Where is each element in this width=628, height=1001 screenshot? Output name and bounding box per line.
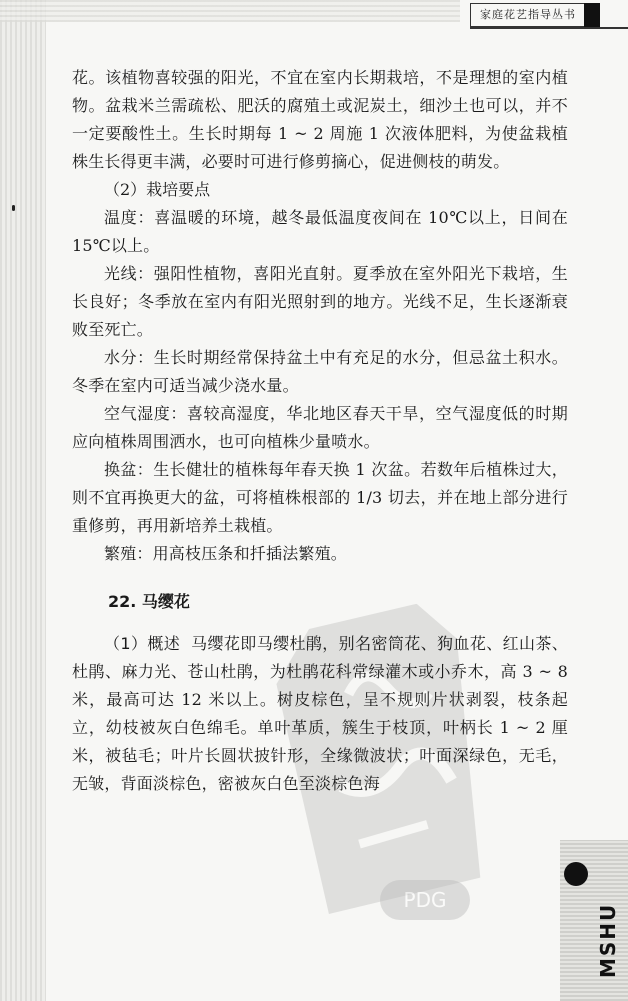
point-text: 强阳性植物，喜阳光直射。夏季放在室外阳光下栽培，生长良好；冬季放在室内有阳光照射到的地方。光线不足，生长逐渐衰败至死亡。 [72,264,568,339]
point-repotting [72,456,568,540]
scan-shadow-left [0,0,46,1001]
point-text: 生长时期经常保持盆土中有充足的水分，但忌盆土积水。冬季在室内可适当减少浇水量。 [72,348,568,395]
point-label: 水分： [104,348,154,367]
side-watermark-text: MSHU [596,902,620,978]
point-text: 用高枝压条和扦插法繁殖。 [152,544,348,563]
overview-text: 马缨花即马缨杜鹃，别名密筒花、狗血花、红山茶、杜鹃、麻力光、苍山杜鹃，为杜鹃花科常绿灌木或小乔木，高 3 ~ 8 米，最高可达 12 米以上。树皮棕色，呈不规则片状剥裂，枝条起立，幼枝被灰白色绵毛。单叶革质，簇生于枝顶，叶柄长 1 ~ 2 厘米，被毡毛；叶片长圆状披针形，全缘微波状；叶面深绿色，无毛，无皱，背面淡棕色，密被灰白色至淡棕色海 [72,634,568,793]
point-text: 喜较高湿度，华北地区春天干旱，空气湿度低的时期应向植株周围洒水，也可向植株少量喷水。 [72,404,568,451]
running-header: 家庭花艺指导丛书 [470,3,585,27]
intro-paragraph: 花。该植物喜较强的阳光，不宜在室内长期栽培，不是理想的室内植物。盆栽米兰需疏松、肥沃的腐殖土或泥炭土，细沙土也可以，并不一定要酸性土。生长时期每 1 ~ 2 周施 1 次液体肥料，为使盆栽植株生长得更丰满，必要时可进行修剪摘心，促进侧枝的萌发。 [72,68,568,171]
overview-label: （1）概述 [104,634,181,653]
point-light [72,260,568,344]
header-block-mark [584,3,600,27]
watermark-badge: PDG [380,880,470,920]
scan-shadow-top [0,0,460,22]
point-temperature [72,204,568,260]
overview-paragraph [72,630,568,798]
point-water [72,344,568,400]
section-title: 22. 马缨花 [108,592,190,611]
point-label: 空气湿度： [104,404,187,423]
subhead-cultivation: （2）栽培要点 [104,180,211,199]
point-propagation [72,540,568,568]
point-label: 换盆： [104,460,154,479]
point-label: 光线： [104,264,154,283]
point-label: 温度： [104,208,155,227]
point-label: 繁殖： [104,544,153,563]
point-text: 喜温暖的环境，越冬最低温度夜间在 10℃以上，日间在 15℃以上。 [72,208,568,255]
page-text [72,64,568,798]
corner-dot-mark [564,862,588,886]
scan-speck [12,205,15,211]
point-humidity [72,400,568,456]
point-text: 生长健壮的植株每年春天换 1 次盆。若数年后植株过大，则不宜再换更大的盆，可将植株根部的 1/3 切去，并在地上部分进行重修剪，再用新培养土栽植。 [72,460,568,535]
header-rule [470,27,628,29]
